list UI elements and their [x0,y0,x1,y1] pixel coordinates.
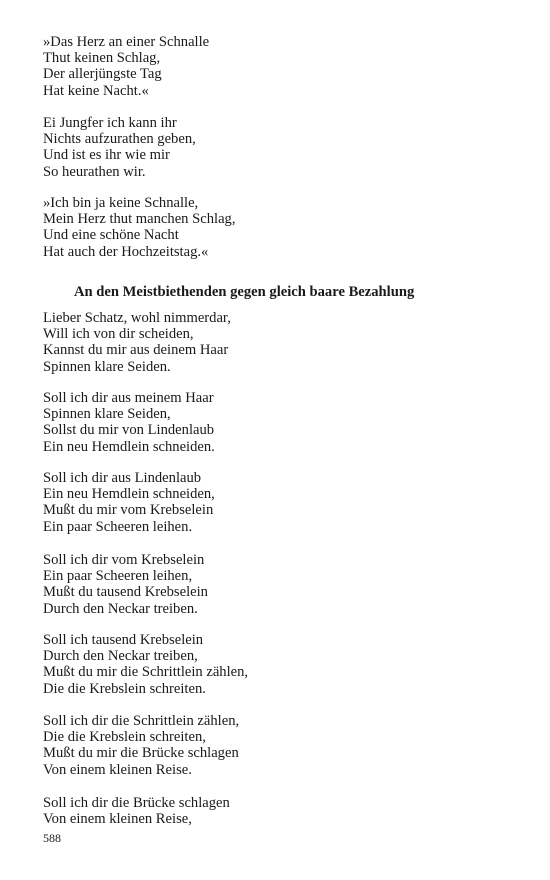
verse-line: Hat keine Nacht.« [43,82,149,99]
stanza [43,390,215,455]
verse-line: Mein Herz thut manchen Schlag, [43,211,236,228]
verse-line: Nichts aufzurathen geben, [43,131,196,148]
verse-line: Und eine schöne Nacht [43,227,179,244]
verse-line: Ein neu Hemdlein schneiden. [43,438,215,455]
verse-line: Soll ich dir die Schrittlein zählen, [43,713,240,729]
verse-line: Durch den Neckar treiben, [43,648,198,665]
verse-line: So heurathen wir. [43,163,146,180]
verse-line: Ei Jungfer ich kann ihr [43,115,177,131]
verse-line: Von einem kleinen Reise, [43,811,192,828]
page-number: 588 [43,831,61,845]
poem-title: An den Meistbiethenden gegen gleich baare Bezahlung [74,284,415,300]
verse-line: Mußt du mir die Brücke schlagen [43,745,239,762]
stanza [43,795,230,827]
verse-line: Die die Krebslein schreiten, [43,729,206,746]
verse-line: Soll ich dir die Brücke schlagen [43,795,230,811]
verse-line: Will ich von dir scheiden, [43,326,194,343]
verse-line: Thut keinen Schlag, [43,50,161,67]
verse-line: Ein paar Scheeren leihen. [43,518,193,535]
stanza [43,34,209,99]
verse-line: Und ist es ihr wie mir [43,147,170,164]
verse-line: Hat auch der Hochzeitstag.« [43,243,209,260]
verse-line: Durch den Neckar treiben. [43,600,198,617]
verse-line: Soll ich dir vom Krebselein [43,552,205,568]
verse-line: Soll ich tausend Krebselein [43,632,204,648]
verse-line: »Das Herz an einer Schnalle [43,34,210,50]
stanza [43,310,231,375]
verse-line: Spinnen klare Seiden. [43,358,171,375]
verse-line: Der allerjüngste Tag [43,66,162,83]
verse-line: Die die Krebslein schreiten. [43,680,206,697]
verse-line: Ein neu Hemdlein schneiden, [43,486,215,503]
verse-line: Spinnen klare Seiden, [43,406,171,423]
verse-line: Mußt du mir die Schrittlein zählen, [43,664,249,681]
stanza [43,713,239,778]
verse-line: Mußt du mir vom Krebselein [43,502,214,519]
verse-line: Soll ich dir aus Lindenlaub [43,470,202,486]
verse-line: Sollst du mir von Lindenlaub [43,422,215,439]
verse-line: Soll ich dir aus meinem Haar [43,390,214,406]
stanza [43,115,196,180]
stanza [43,632,248,697]
stanza [43,552,208,617]
stanza [43,195,236,260]
verse-line: Mußt du tausend Krebselein [43,584,208,601]
verse-line: Kannst du mir aus deinem Haar [43,342,229,359]
verse-line: Lieber Schatz, wohl nimmerdar, [43,310,231,326]
stanza [43,470,215,535]
verse-line: »Ich bin ja keine Schnalle, [43,195,199,211]
verse-line: Ein paar Scheeren leihen, [43,568,193,585]
verse-line: Von einem kleinen Reise. [43,761,192,778]
